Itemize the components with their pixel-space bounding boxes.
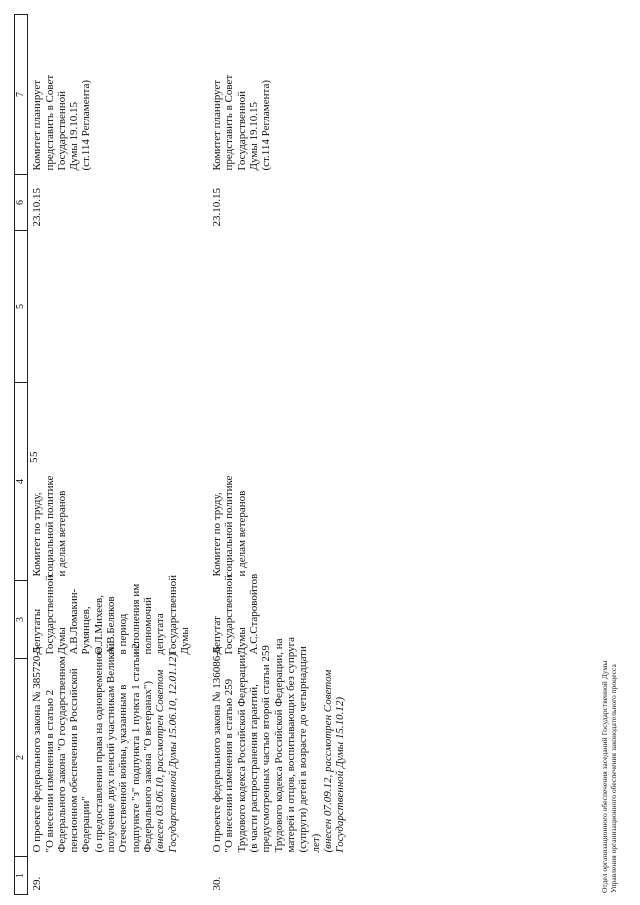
bill-note-line: Государственной Думы 15.10.12) [334,696,347,853]
author-line: А.В.Беляков [105,596,118,655]
bill-description [208,636,347,857]
plan-cell [28,15,191,175]
author-line: Государственной [166,574,179,655]
responsible-committee [28,383,191,581]
bill-text-line: Отечественной войны, указанным в [117,684,130,853]
column-header: 1 [15,857,28,895]
plan-line: Комитет планирует [31,79,44,171]
bill-text-line: Федерации" [80,796,93,853]
date-cell: 23.10.15 [31,188,44,227]
committee-line: и делам ветеранов [235,490,248,577]
bill-text-line: пенсионном обеспечении в Российской [68,668,81,853]
author-line: Румянцев, [80,606,93,655]
bill-text-line: Трудового кодекса Российской Федерации" [235,650,248,853]
column-header: 6 [15,175,28,231]
committee-line: социальной политике [43,475,56,577]
table-row [208,15,346,895]
author-line: Депутаты [31,608,44,655]
author-line: исполнения им [129,583,142,655]
bill-text-line: О проекте федерального закона № 385720-5 [31,646,44,853]
plan-line: Государственной [55,90,68,171]
bill-text-line: О проекте федерального закона № 136086-6 [211,646,224,853]
author-line: О.Л.Михеев, [92,594,105,655]
bill-description [28,643,191,857]
page-number: 55 [28,451,40,463]
committee-line: Комитет по труду, [211,492,224,577]
bill-text-line: Федерального закона "О ветеранах") [141,681,154,853]
plan-line: представить в Совет [43,74,56,171]
bill-text-line: предусмотренных частью второй статьи 259 [260,645,273,853]
bill-text-line: (о предоставлении права на одновременное [92,648,105,853]
plan-line: Думы 19.10.15 [68,102,81,171]
column-header: 5 [15,231,28,383]
column-number-row [15,15,28,895]
bill-note-line: (внесен 07.09.12, рассмотрен Советом [321,669,334,853]
bill-text-line: получение двух пенсий участникам Великой [105,643,118,853]
responsible-committee [208,383,346,581]
author-line: депутата [154,613,167,655]
table-row [28,15,191,895]
row-number: 30. [211,876,224,891]
author-line: полномочий [141,597,154,655]
plan-line: представить в Совет [223,74,236,171]
bill-text-line: (супруги) детей в возрасте до четырнадцати [297,646,310,853]
row-number: 29. [31,876,44,891]
author-line: Думы [178,627,191,655]
author-line: Думы [235,627,248,655]
bill-text-line: лет) [309,833,322,853]
footer-line: Управления организационного обеспечения законодательного процесса [609,664,618,893]
bill-text-line: Федерального закона "О государственном [55,656,68,853]
plan-line: Комитет планирует [211,79,224,171]
author-line: Государственной [223,574,236,655]
column-header: 3 [15,581,28,659]
committee-line: социальной политике [223,475,236,577]
bill-text-line: матерей и отцов, воспитывающих без супруга [284,636,297,853]
author-line: Государственной [43,574,56,655]
bill-text-line: "О внесении изменения в статью 259 [223,678,236,853]
committee-line: Комитет по труду, [31,492,44,577]
author-line: в период [117,613,130,655]
plan-cell [208,15,346,175]
bill-text-line: (в части распространения гарантий, [248,684,261,853]
author-line: А.С.Старовойтов [248,573,261,655]
plan-line: Думы 19.10.15 [248,102,261,171]
bills-table [14,14,346,895]
author-line: А.В.Ломакин- [68,588,81,655]
column-header: 2 [15,659,28,857]
bill-text-line: "О внесении изменения в статью 2 [43,689,56,853]
bill-note-line: (внесен 03.06.10, рассмотрен Советом [154,669,167,853]
column-5-cell [208,231,346,383]
bill-text-line: подпункте "з" подпункта 1 пункта 1 статьи 2 [129,643,142,853]
bill-text-line: Трудового кодекса Российской Федерации, на [272,638,285,853]
footer [600,661,618,893]
committee-line: и делам ветеранов [55,490,68,577]
plan-line: (ст.114 Регламента) [80,79,93,171]
column-header: 4 [15,383,28,581]
bill-authors [28,574,191,659]
plan-line: (ст.114 Регламента) [260,79,273,171]
column-5-cell [28,231,191,383]
footer-line: Отдел организационного обеспечения заседаний Государственной Думы [600,660,609,893]
plan-line: Государственной [235,90,248,171]
date-cell: 23.10.15 [211,188,224,227]
author-line: Думы [55,627,68,655]
bill-note-line: Государственной Думы 15.06.10, 12.01.12) [166,652,179,853]
author-line: Депутат [211,616,224,655]
column-header: 7 [15,15,28,175]
row-spacer [191,15,208,895]
